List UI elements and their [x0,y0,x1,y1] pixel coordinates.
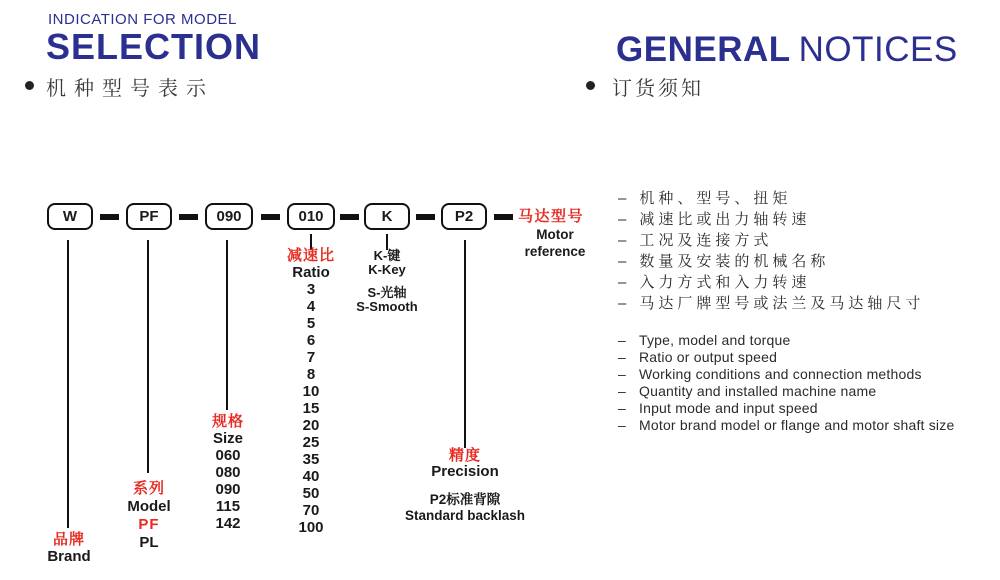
shaft-smooth-en: S-Smooth [356,299,418,314]
right-title-bold: GENERAL [616,30,791,69]
notice-item-cn: – 工况及连接方式 [618,229,772,250]
code-box-ratio: 010 [287,203,335,230]
motor-en-line1: Motor [536,227,574,242]
brand-column [47,531,90,565]
right-section-subtitle: 订货须知 [612,78,704,100]
ratio-column [287,247,335,536]
shaft-key-en: K-Key [368,262,406,277]
notice-item-en: – Quantity and installed machine name [618,383,876,399]
motor-reference-label-en [525,226,586,260]
ratio-option: 25 [302,434,320,451]
size-label-cn: 规格 [211,413,245,430]
series-option: PF [138,516,160,533]
ratio-option: 35 [302,451,320,468]
notice-item-cn: – 机种、型号、扭矩 [618,187,791,208]
shaft-smooth-cn: S-光轴 [367,285,407,300]
connector-dash [494,214,513,220]
size-option: 080 [215,464,241,481]
ratio-option: 8 [306,366,316,383]
precision-label-en: Precision [431,463,499,480]
leader-line-precision [464,240,466,448]
ratio-option: 50 [302,485,320,502]
size-option: 115 [215,498,241,515]
left-section-eyebrow: INDICATION FOR MODEL [48,11,237,28]
connector-dash [261,214,280,220]
ratio-option: 100 [298,519,324,536]
series-option: PL [139,534,159,551]
precision-label-cn: 精度 [448,447,482,464]
ratio-option: 10 [302,383,320,400]
size-option: 060 [215,447,241,464]
leader-line-brand [67,240,69,528]
motor-reference-label-cn: 马达型号 [518,208,585,225]
ratio-option: 4 [306,298,316,315]
ratio-option: 15 [302,400,320,417]
motor-en-line2: reference [524,244,586,259]
notice-item-cn: – 减速比或出力轴转速 [618,208,810,229]
ratio-option: 3 [306,281,316,298]
precision-value-en: Standard backlash [404,508,526,523]
ratio-option: 6 [306,332,316,349]
brand-label-cn: 品牌 [52,531,85,548]
leader-line-series [147,240,149,473]
notice-item-en: – Ratio or output speed [618,349,777,365]
notice-item-en: – Input mode and input speed [618,400,818,416]
leader-line-size [226,240,228,410]
right-title-light: NOTICES [798,30,958,69]
precision-value-cn: P2标准背隙 [429,492,501,507]
code-box-shaft: K [364,203,410,230]
code-box-size: 090 [205,203,253,230]
notice-item-cn: – 马达厂牌型号或法兰及马达轴尺寸 [618,292,924,313]
bullet-icon [25,81,34,90]
brand-label-en: Brand [47,548,91,565]
left-section-title: SELECTION [46,26,262,67]
size-option: 142 [215,515,241,532]
notice-item-en: – Working conditions and connection methods [618,366,922,382]
connector-dash [340,214,359,220]
shaft-column [356,249,417,314]
ratio-option: 40 [302,468,320,485]
ratio-option: 20 [302,417,320,434]
series-label-en: Model [127,498,171,515]
connector-dash [416,214,435,220]
notice-item-cn: – 入力方式和入力转速 [618,271,810,292]
precision-column [405,448,525,524]
ratio-label-en: Ratio [292,264,330,281]
size-option: 090 [215,481,241,498]
bullet-icon [586,81,595,90]
code-box-series: PF [126,203,172,230]
right-section-title [616,30,958,70]
size-column [212,413,244,532]
series-column [127,480,170,552]
connector-dash [100,214,119,220]
code-box-precision: P2 [441,203,487,230]
connector-dash [179,214,198,220]
spacer [405,480,525,492]
ratio-option: 7 [306,349,316,366]
series-label-cn: 系列 [132,480,165,497]
notice-item-cn: – 数量及安装的机械名称 [618,250,829,271]
shaft-key-cn: K-键 [373,248,401,263]
left-section-subtitle: 机种型号表示 [46,78,214,100]
ratio-option: 5 [306,315,316,332]
code-box-brand: W [47,203,93,230]
size-label-en: Size [212,430,244,447]
ratio-option: 70 [302,502,320,519]
notice-item-en: – Type, model and torque [618,332,791,348]
ratio-label-cn: 减速比 [286,247,336,264]
notice-item-en: – Motor brand model or flange and motor shaft size [618,417,954,433]
